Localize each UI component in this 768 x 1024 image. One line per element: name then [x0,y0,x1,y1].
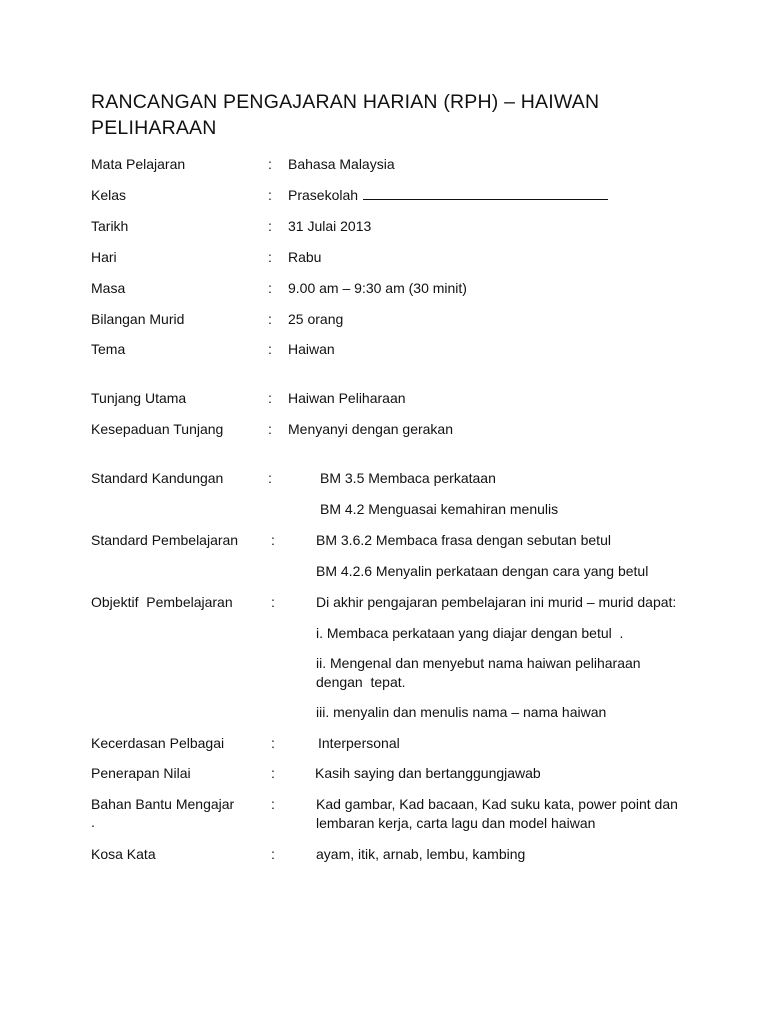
colon-separator: : [268,470,272,486]
value-mata-pelajaran: Bahasa Malaysia [288,156,395,172]
value-objektif-iii: iii. menyalin dan menulis nama – nama haiwan [316,704,607,720]
value-standard-pembelajaran-2: BM 4.2.6 Menyalin perkataan dengan cara yang betul [316,563,649,579]
colon-separator: : [268,218,272,234]
label-standard-pembelajaran: Standard Pembelajaran [91,532,239,548]
value-objektif-ii: ii. Mengenal dan menyebut nama haiwan peliharaan dengan tepat. [316,655,645,690]
label-bilangan-murid: Bilangan Murid [91,311,185,327]
label-tunjang-utama: Tunjang Utama [91,390,187,406]
label-bahan-bantu-mengajar: Bahan Bantu Mengajar [91,796,235,812]
value-objektif-i: i. Membaca perkataan yang diajar dengan betul . [316,625,624,641]
value-kelas-wrapper [288,186,688,205]
value-kesepaduan-tunjang: Menyanyi dengan gerakan [288,421,454,437]
label-objektif-pembelajaran: Objektif Pembelajaran [91,594,233,610]
colon-separator: : [271,765,275,781]
colon-separator: : [271,796,275,812]
label-kelas: Kelas [91,187,127,203]
value-standard-kandungan-2: BM 4.2 Menguasai kemahiran menulis [320,501,559,517]
value-bahan-bantu-mengajar: Kad gambar, Kad bacaan, Kad suku kata, power point dan lembaran kerja, carta lagu dan model haiwan [316,796,678,831]
colon-separator: : [271,846,275,862]
colon-separator: : [268,390,272,406]
label-kecerdasan-pelbagai: Kecerdasan Pelbagai [91,735,225,751]
colon-separator: : [268,280,272,296]
label-tarikh: Tarikh [91,218,129,234]
value-tunjang-utama: Haiwan Peliharaan [288,390,406,406]
colon-separator: : [268,187,272,203]
value-standard-pembelajaran-1: BM 3.6.2 Membaca frasa dengan sebutan betul [316,532,611,548]
value-kecerdasan-pelbagai: Interpersonal [318,735,400,751]
colon-separator: : [268,311,272,327]
label-hari: Hari [91,249,117,265]
colon-separator: : [268,249,272,265]
label-mata-pelajaran: Mata Pelajaran [91,156,186,172]
blank-underline [363,187,608,200]
value-kelas: Prasekolah [288,187,359,203]
colon-separator: : [268,341,272,357]
value-bilangan-murid: 25 orang [288,311,344,327]
value-standard-kandungan-1: BM 3.5 Membaca perkataan [320,470,496,486]
document-title: RANCANGAN PENGAJARAN HARIAN (RPH) – HAIWAN PELIHARAAN [91,91,600,139]
colon-separator: : [268,156,272,172]
colon-separator: : [271,735,275,751]
value-hari: Rabu [288,249,322,265]
value-objektif-intro: Di akhir pengajaran pembelajaran ini murid – murid dapat: [316,594,677,610]
value-masa: 9.00 am – 9:30 am (30 minit) [288,280,467,296]
label-penerapan-nilai: Penerapan Nilai [91,765,191,781]
label-tema: Tema [91,341,126,357]
colon-separator: : [271,532,275,548]
label-standard-kandungan: Standard Kandungan [91,470,224,486]
value-kosa-kata: ayam, itik, arnab, lembu, kambing [316,846,526,862]
label-kesepaduan-tunjang: Kesepaduan Tunjang [91,421,224,437]
label-bahan-bantu-mengajar-dot: . [91,814,95,830]
value-tarikh: 31 Julai 2013 [288,218,372,234]
colon-separator: : [268,421,272,437]
value-penerapan-nilai: Kasih saying dan bertanggungjawab [315,765,541,781]
colon-separator: : [271,594,275,610]
value-tema: Haiwan [288,341,335,357]
label-masa: Masa [91,280,126,296]
label-kosa-kata: Kosa Kata [91,846,156,862]
